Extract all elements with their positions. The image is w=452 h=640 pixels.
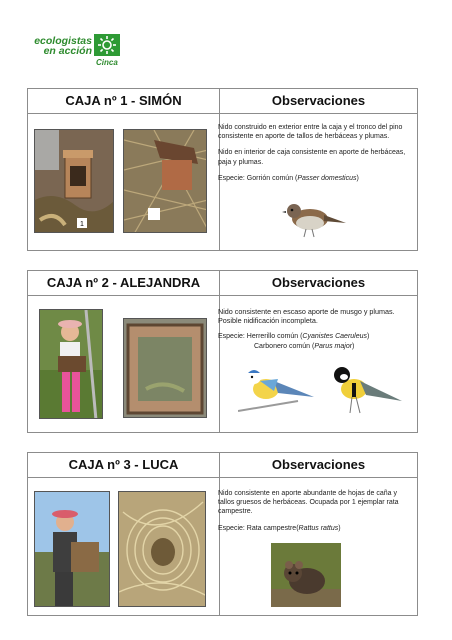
nest-photo <box>118 491 206 607</box>
observations-text <box>218 307 414 358</box>
species-line: Especie: Rata campestre(Rattus rattus) <box>218 524 341 532</box>
species-line: Especie: Gorrión común (Passer domesticus) <box>218 174 359 182</box>
child-with-box-photo <box>39 309 103 419</box>
observation-paragraph: Nido en interior de caja consistente en aporte de herbáceas, paja y plumas. <box>218 149 406 166</box>
svg-text:1: 1 <box>80 221 84 228</box>
nest-box-1 <box>27 88 418 251</box>
organization-logo <box>34 30 134 72</box>
empty-nest-box-photo <box>123 318 207 418</box>
box-title: CAJA nº 2 - ALEJANDRA <box>46 275 201 290</box>
sun-flower-icon <box>94 34 120 56</box>
observations-header: Observaciones <box>271 275 366 290</box>
observation-paragraph: Nido consistente en aporte abundante de hojas de caña y tallos gruesos de herbáceas. Ocupada por 1 ejemplar rata campestre. <box>218 490 399 516</box>
observations-text <box>218 489 414 540</box>
observations-text <box>218 123 414 190</box>
child-with-box-photo <box>34 491 110 607</box>
nest-box-3 <box>27 452 418 616</box>
logo-subtitle: Cinca <box>96 58 118 67</box>
nest-photo-interior <box>123 129 207 233</box>
nest-photo-exterior <box>34 129 114 233</box>
species-line: Especie: Herrerillo común (Cyanistes Caeruleus) <box>218 333 370 341</box>
blue-tit-illustration <box>238 361 318 421</box>
rat-photo <box>271 543 341 607</box>
box-title: CAJA nº 1 - SIMÓN <box>65 93 182 108</box>
observation-paragraph: Nido construido en exterior entre la caja y el tronco del pino consistente en aporte de tallos de herbáceas y plumas. <box>218 124 403 141</box>
observations-header: Observaciones <box>271 93 366 108</box>
logo-line1: ecologistas <box>34 35 92 47</box>
nest-box-2 <box>27 270 418 433</box>
logo-line2: en acción <box>43 45 92 57</box>
observation-paragraph: Nido consistente en escaso aporte de musgo y plumas. Posible nidificación incompleta. <box>218 307 395 326</box>
species-line-2: Carbonero común (Parus major) <box>254 342 355 350</box>
great-tit-illustration <box>326 361 406 421</box>
sparrow-illustration <box>280 199 350 239</box>
logo-text <box>34 36 92 56</box>
box-title: CAJA nº 3 - LUCA <box>68 457 179 472</box>
observations-header: Observaciones <box>271 457 366 472</box>
